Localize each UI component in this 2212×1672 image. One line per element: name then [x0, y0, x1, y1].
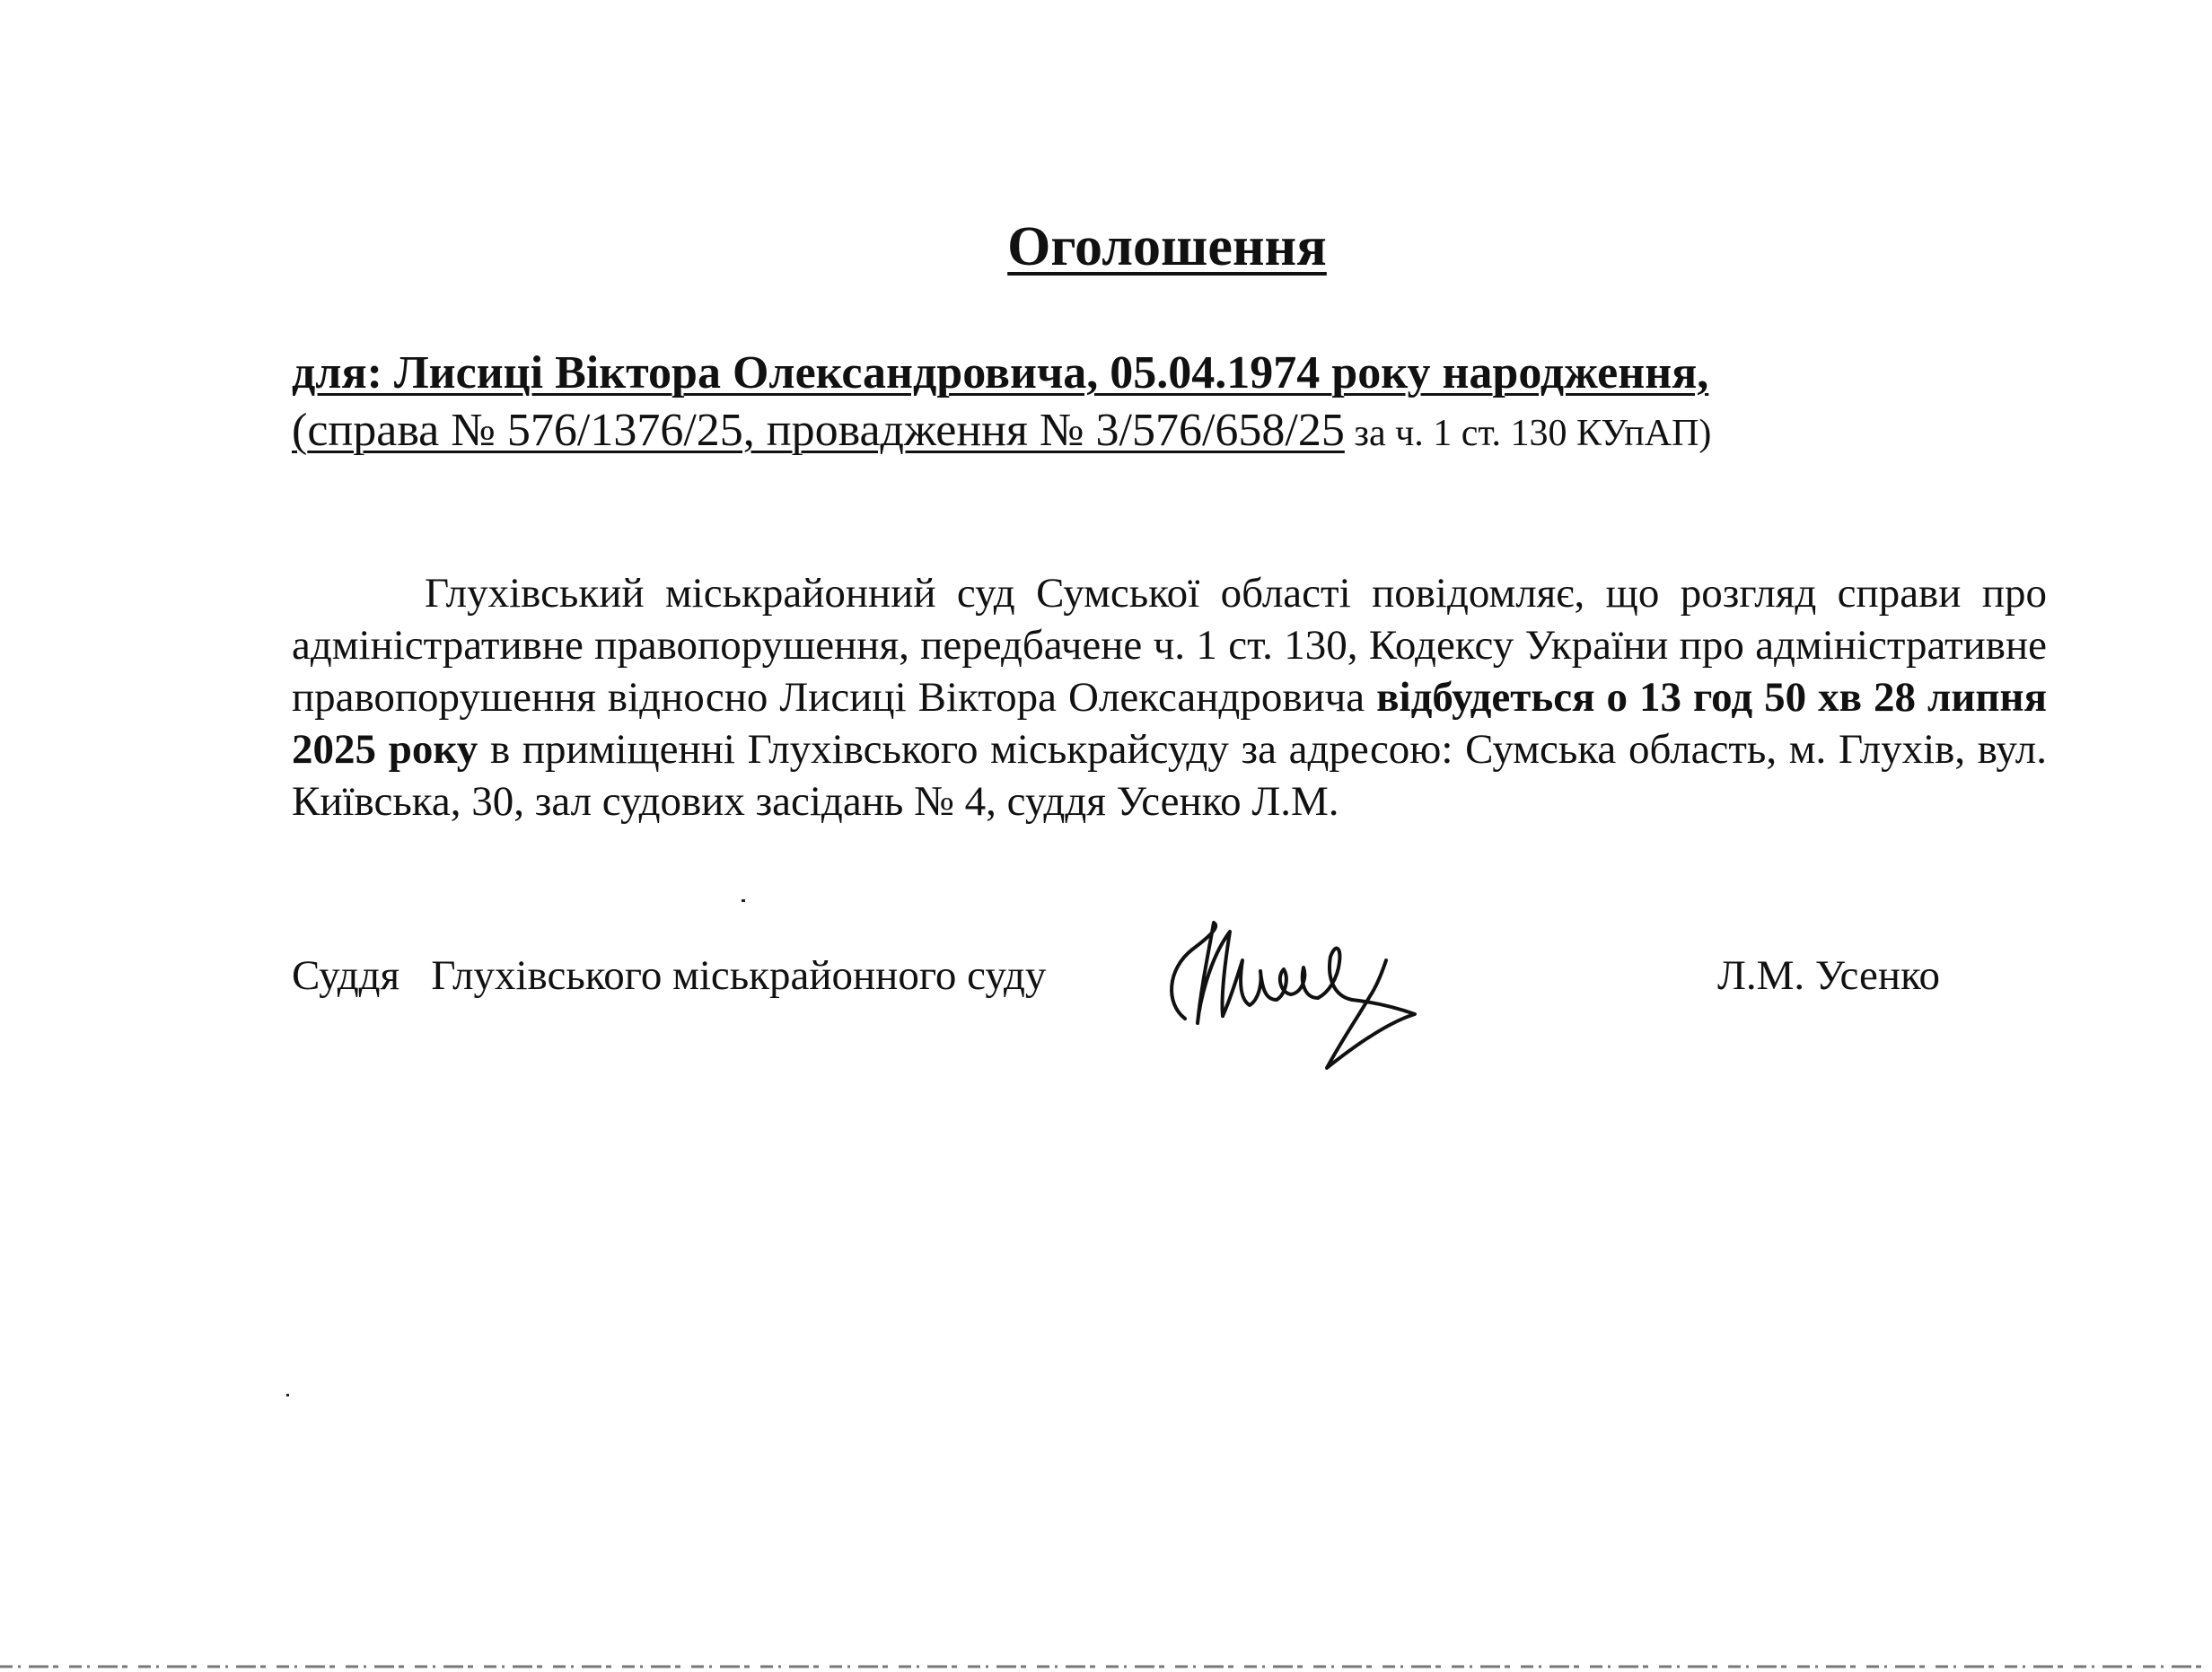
addressee-line: для: Лисиці Віктора Олександровича, 05.04.1974 року народження, — [292, 347, 1709, 398]
handwritten-signature — [1149, 906, 1463, 1081]
case-open-paren: ( — [292, 405, 308, 456]
announcement-body — [292, 567, 2047, 827]
addressee-block — [292, 346, 1997, 461]
document-title: Оголошення — [1007, 216, 1327, 277]
body-text-part2: в приміщенні Глухівського міськрайсуду за адресою: Сумська область, м. Глухів, вул. Київська, 30, зал судових засідань № 4, суддя Усенко Л.М. — [292, 726, 2048, 825]
case-number: справа № 576/1376/25, провадження № 3/576/658/25 — [307, 405, 1345, 456]
scan-speck — [742, 899, 745, 902]
scan-speck — [286, 1394, 289, 1396]
case-reference-line — [292, 403, 1997, 461]
case-article: за ч. 1 ст. 130 КУпАП) — [1344, 413, 1712, 454]
body-text-part1: Глухівський міськрайонний суд Сумської області повідомляє, що розгляд справи про адміністративне правопорушення, передбачене ч. 1 ст. 130, Кодексу України про адміністративне правопорушення відносно Лисиці Віктора Олександровича — [292, 570, 2047, 721]
hearing-datetime: відбудеться о 13 год 50 хв 28 липня 2025 року — [292, 674, 2048, 773]
signatory-title: Суддя Глухівського міськрайонного суду — [292, 952, 1047, 999]
scan-bottom-edge — [0, 1661, 2212, 1672]
signatory-name: Л.М. Усенко — [1717, 952, 1940, 999]
